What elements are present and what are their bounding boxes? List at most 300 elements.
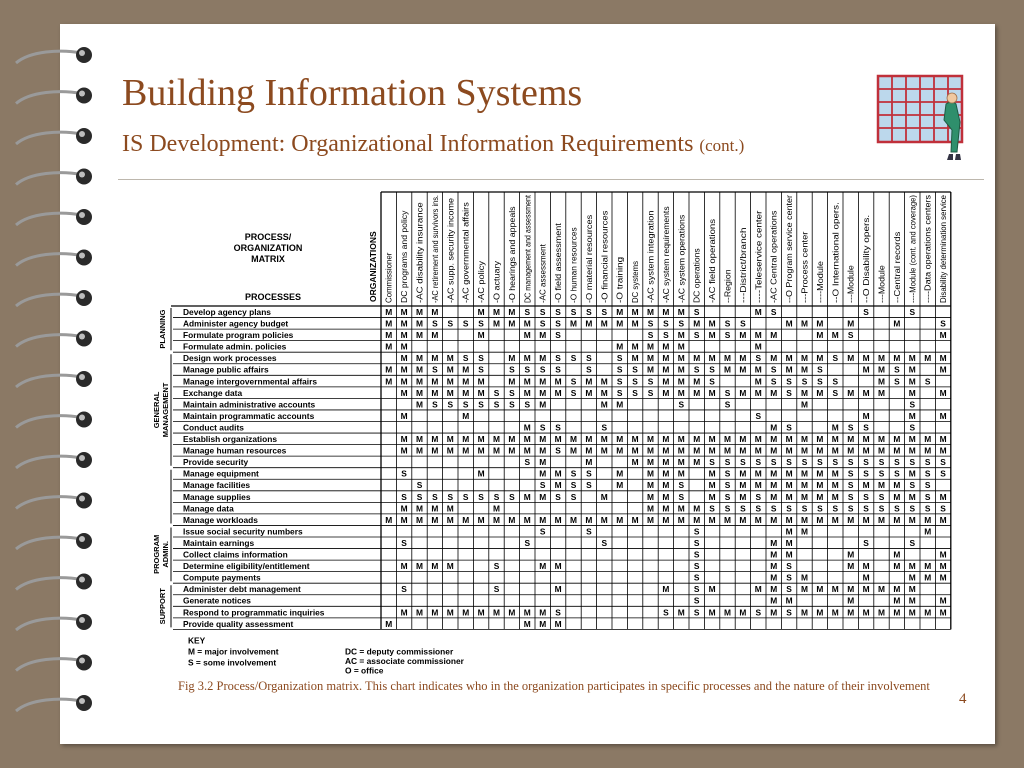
matrix-cell-value: S bbox=[478, 399, 484, 410]
matrix-cell-value: M bbox=[908, 387, 916, 398]
matrix-cell-value: M bbox=[554, 480, 562, 491]
matrix-cell-value: M bbox=[677, 376, 685, 387]
matrix-cell-value: M bbox=[462, 410, 470, 421]
matrix-cell-value: S bbox=[524, 364, 531, 375]
matrix-cell-value: M bbox=[616, 480, 624, 491]
matrix-cell-value: M bbox=[831, 607, 839, 618]
matrix-cell-value: S bbox=[909, 457, 916, 468]
process-row-label: Develop agency plans bbox=[183, 306, 271, 317]
matrix-cell-value: S bbox=[847, 468, 854, 479]
matrix-cell-value: M bbox=[508, 445, 516, 456]
matrix-cell-value: M bbox=[570, 434, 577, 444]
subtitle-text: IS Development: Organizational Information Requirements bbox=[122, 131, 694, 157]
matrix-cell-value: S bbox=[539, 306, 546, 317]
matrix-cell-value: M bbox=[446, 445, 454, 456]
key-entry: M = major involvement bbox=[188, 646, 279, 657]
matrix-cell-value: S bbox=[524, 399, 531, 410]
matrix-cell-value: M bbox=[662, 364, 670, 375]
matrix-cell-value: S bbox=[432, 491, 438, 502]
matrix-cell-value: M bbox=[539, 376, 547, 387]
matrix-cell-value: M bbox=[816, 584, 824, 595]
matrix-cell-value: M bbox=[724, 353, 731, 364]
organization-column-label: -O training bbox=[615, 265, 625, 303]
matrix-cell-value: M bbox=[662, 468, 670, 479]
matrix-cell-value: M bbox=[416, 607, 423, 618]
matrix-cell-value: S bbox=[524, 457, 531, 468]
matrix-cell-value: M bbox=[816, 353, 824, 364]
matrix-cell-value: M bbox=[770, 387, 778, 398]
organization-column-label: -AC field operations bbox=[708, 232, 718, 303]
matrix-cell-value: S bbox=[909, 480, 916, 491]
matrix-cell-value: M bbox=[416, 364, 423, 375]
organization-column-label: DC programs and policy bbox=[400, 217, 410, 303]
matrix-cell-value: M bbox=[508, 434, 516, 444]
matrix-cell-value: M bbox=[939, 491, 947, 502]
matrix-cell-value: M bbox=[893, 318, 901, 329]
binding-ring-highlight bbox=[79, 415, 85, 421]
binding-wire bbox=[16, 213, 82, 225]
matrix-cell-value: S bbox=[709, 364, 715, 375]
matrix-cell-value: S bbox=[863, 306, 869, 317]
matrix-cell-value: M bbox=[847, 387, 855, 398]
organization-column-label: DC operations bbox=[692, 251, 702, 303]
matrix-cell-value: M bbox=[739, 353, 747, 364]
matrix-cell-value: M bbox=[416, 330, 423, 341]
matrix-cell-value: M bbox=[585, 457, 593, 468]
process-group-label: PLANNING bbox=[158, 309, 167, 349]
matrix-cell-value: S bbox=[709, 457, 715, 468]
matrix-cell-value: M bbox=[385, 618, 393, 629]
matrix-cell-value: M bbox=[477, 387, 485, 398]
matrix-cell-value: S bbox=[462, 491, 469, 502]
matrix-cell-value: M bbox=[893, 353, 901, 364]
binding-ring-highlight bbox=[79, 253, 85, 259]
matrix-cell-value: M bbox=[585, 445, 593, 456]
matrix-cell-value: M bbox=[878, 480, 885, 491]
matrix-cell-value: M bbox=[939, 561, 947, 572]
matrix-cell-value: S bbox=[524, 306, 531, 317]
matrix-cell-value: S bbox=[801, 376, 808, 387]
matrix-cell-value: M bbox=[616, 399, 624, 410]
matrix-cell-value: M bbox=[570, 445, 577, 456]
matrix-cell-value: M bbox=[647, 445, 654, 456]
matrix-cell-value: M bbox=[677, 445, 685, 456]
matrix-cell-value: M bbox=[539, 399, 547, 410]
matrix-cell-value: S bbox=[601, 422, 608, 433]
matrix-cell-value: M bbox=[770, 434, 778, 444]
matrix-cell-value: M bbox=[785, 353, 793, 364]
matrix-cell-value: M bbox=[893, 434, 901, 444]
matrix-cell-value: M bbox=[539, 618, 547, 629]
matrix-cell-value: S bbox=[447, 491, 454, 502]
process-row-label: Maintain earnings bbox=[183, 537, 255, 548]
matrix-cell-value: M bbox=[831, 422, 839, 433]
matrix-cell-value: M bbox=[908, 584, 916, 595]
matrix-cell-value: M bbox=[939, 434, 947, 444]
process-row-label: Manage workloads bbox=[183, 514, 258, 525]
matrix-cell-value: S bbox=[909, 422, 916, 433]
organization-column-label: Commissioner bbox=[384, 251, 394, 303]
matrix-cell-value: M bbox=[554, 376, 562, 387]
matrix-cell-value: M bbox=[539, 353, 547, 364]
matrix-cell-value: M bbox=[924, 434, 932, 444]
process-row-label: Manage intergovernmental affairs bbox=[183, 376, 318, 387]
matrix-cell-value: M bbox=[739, 330, 747, 341]
matrix-cell-value: M bbox=[831, 491, 839, 502]
binding-ring-highlight bbox=[79, 658, 85, 664]
matrix-cell-value: S bbox=[663, 607, 669, 618]
matrix-cell-value: M bbox=[554, 584, 562, 595]
matrix-cell-value: M bbox=[446, 561, 454, 572]
process-group-label: SUPPORT bbox=[158, 588, 167, 625]
binding-wire bbox=[16, 416, 82, 428]
matrix-cell-value: M bbox=[662, 434, 670, 444]
matrix-cell-value: M bbox=[770, 468, 778, 479]
matrix-cell-value: M bbox=[893, 584, 901, 595]
binding-wire bbox=[16, 497, 82, 509]
matrix-cell-value: M bbox=[739, 387, 747, 398]
matrix-cell-value: S bbox=[878, 503, 885, 514]
matrix-cell-value: M bbox=[893, 491, 901, 502]
matrix-cell-value: S bbox=[647, 318, 654, 329]
matrix-cell-value: M bbox=[754, 306, 762, 317]
matrix-cell-value: M bbox=[523, 376, 531, 387]
matrix-cell-value: M bbox=[462, 445, 470, 456]
matrix-cell-value: M bbox=[662, 514, 670, 525]
matrix-cell-value: S bbox=[755, 457, 762, 468]
matrix-cell-value: M bbox=[770, 549, 778, 560]
matrix-cell-value: M bbox=[816, 607, 824, 618]
matrix-corner-title: PROCESS/ bbox=[244, 232, 292, 242]
matrix-cell-value: M bbox=[708, 468, 716, 479]
matrix-cell-value: M bbox=[431, 376, 439, 387]
matrix-cell-value: M bbox=[677, 607, 685, 618]
matrix-cell-value: M bbox=[770, 514, 778, 525]
matrix-cell-value: M bbox=[523, 491, 531, 502]
matrix-corner-title: ORGANIZATION bbox=[233, 243, 303, 253]
organization-column-label: Disability determination service bbox=[939, 192, 949, 303]
matrix-cell-value: M bbox=[477, 306, 485, 317]
matrix-cell-value: M bbox=[770, 353, 778, 364]
process-row-label: Administer debt management bbox=[183, 584, 301, 595]
matrix-cell-value: S bbox=[555, 306, 561, 317]
matrix-cell-value: M bbox=[816, 480, 824, 491]
matrix-cell-value: M bbox=[662, 480, 670, 491]
matrix-cell-value: M bbox=[724, 445, 731, 456]
binding-wire bbox=[16, 132, 82, 144]
matrix-cell-value: S bbox=[570, 480, 577, 491]
matrix-cell-value: M bbox=[647, 514, 654, 525]
matrix-cell-value: M bbox=[739, 434, 747, 444]
matrix-cell-value: S bbox=[524, 537, 531, 548]
matrix-cell-value: S bbox=[632, 364, 638, 375]
matrix-cell-value: S bbox=[724, 468, 731, 479]
matrix-cell-value: S bbox=[863, 422, 869, 433]
matrix-cell-value: M bbox=[677, 341, 685, 352]
matrix-cell-value: S bbox=[909, 537, 916, 548]
matrix-cell-value: S bbox=[478, 353, 484, 364]
matrix-cell-value: S bbox=[493, 584, 500, 595]
matrix-cell-value: S bbox=[940, 318, 946, 329]
binding-ring-highlight bbox=[79, 50, 85, 56]
matrix-cell-value: M bbox=[523, 514, 531, 525]
matrix-cell-value: M bbox=[631, 318, 639, 329]
organization-column-label: -AC assessment bbox=[538, 244, 548, 303]
matrix-cell-value: M bbox=[831, 445, 839, 456]
matrix-cell-value: M bbox=[924, 561, 932, 572]
matrix-cell-value: M bbox=[385, 318, 393, 329]
matrix-cell-value: S bbox=[432, 318, 438, 329]
matrix-cell-value: S bbox=[786, 572, 792, 583]
matrix-cell-value: M bbox=[400, 353, 408, 364]
matrix-cell-value: S bbox=[586, 306, 592, 317]
matrix-cell-value: M bbox=[539, 514, 547, 525]
matrix-cell-value: M bbox=[631, 341, 639, 352]
matrix-cell-value: S bbox=[493, 399, 500, 410]
matrix-cell-value: S bbox=[894, 364, 900, 375]
matrix-cell-value: M bbox=[739, 514, 747, 525]
matrix-cell-value: M bbox=[770, 330, 778, 341]
matrix-cell-value: S bbox=[940, 503, 946, 514]
matrix-cell-value: M bbox=[847, 434, 855, 444]
matrix-cell-value: M bbox=[816, 468, 824, 479]
matrix-cell-value: S bbox=[539, 480, 546, 491]
matrix-cell-value: M bbox=[554, 387, 562, 398]
matrix-cell-value: M bbox=[400, 330, 408, 341]
matrix-cell-value: M bbox=[785, 595, 793, 606]
matrix-cell-value: M bbox=[770, 584, 778, 595]
matrix-cell-value: M bbox=[385, 341, 393, 352]
matrix-cell-value: M bbox=[631, 353, 639, 364]
matrix-cell-value: M bbox=[708, 318, 716, 329]
binding-ring-highlight bbox=[79, 293, 85, 299]
matrix-cell-value: S bbox=[647, 376, 654, 387]
matrix-cell-value: M bbox=[554, 468, 562, 479]
matrix-cell-value: M bbox=[508, 607, 516, 618]
matrix-cell-value: M bbox=[862, 410, 870, 421]
matrix-cell-value: S bbox=[555, 445, 561, 456]
subtitle-cont: (cont.) bbox=[699, 136, 745, 155]
matrix-cell-value: M bbox=[585, 514, 593, 525]
matrix-cell-value: M bbox=[416, 376, 423, 387]
matrix-cell-value: S bbox=[586, 468, 592, 479]
matrix-cell-value: M bbox=[908, 468, 916, 479]
matrix-cell-value: M bbox=[924, 526, 932, 537]
matrix-cell-value: M bbox=[400, 318, 408, 329]
matrix-cell-value: M bbox=[616, 514, 624, 525]
matrix-cell-value: M bbox=[616, 445, 624, 456]
matrix-cell-value: M bbox=[862, 364, 870, 375]
organization-column-label: ----Module bbox=[815, 266, 825, 303]
matrix-cell-value: M bbox=[847, 353, 855, 364]
matrix-cell-value: M bbox=[631, 457, 639, 468]
matrix-cell-value: M bbox=[662, 503, 670, 514]
matrix-cell-value: S bbox=[740, 457, 746, 468]
matrix-cell-value: S bbox=[539, 318, 546, 329]
matrix-cell-value: M bbox=[831, 584, 839, 595]
matrix-cell-value: M bbox=[862, 445, 870, 456]
matrix-cell-value: M bbox=[647, 457, 654, 468]
matrix-cell-value: S bbox=[924, 503, 931, 514]
matrix-cell-value: M bbox=[400, 503, 408, 514]
matrix-cell-value: S bbox=[678, 318, 685, 329]
matrix-cell-value: M bbox=[647, 434, 654, 444]
organization-column-label: -AC disability insurance bbox=[415, 219, 425, 303]
matrix-cell-value: S bbox=[693, 549, 700, 560]
matrix-cell-value: S bbox=[909, 306, 916, 317]
matrix-cell-value: S bbox=[693, 607, 700, 618]
matrix-cell-value: M bbox=[416, 561, 423, 572]
process-row-label: Collect claims information bbox=[183, 549, 288, 560]
matrix-cell-value: M bbox=[878, 387, 885, 398]
matrix-cell-value: M bbox=[893, 549, 901, 560]
matrix-cell-value: M bbox=[600, 387, 608, 398]
matrix-cell-value: S bbox=[555, 491, 561, 502]
matrix-cell-value: S bbox=[632, 376, 638, 387]
matrix-cell-value: M bbox=[647, 306, 654, 317]
matrix-cell-value: S bbox=[894, 503, 900, 514]
matrix-cell-value: M bbox=[739, 445, 747, 456]
matrix-cell-value: M bbox=[862, 480, 870, 491]
matrix-cell-value: M bbox=[708, 445, 716, 456]
matrix-cell-value: M bbox=[647, 503, 654, 514]
matrix-cell-value: S bbox=[847, 457, 854, 468]
matrix-cell-value: M bbox=[431, 445, 439, 456]
matrix-cell-value: M bbox=[523, 318, 531, 329]
process-row-label: Manage public affairs bbox=[183, 364, 269, 375]
processes-header: PROCESSES bbox=[244, 292, 302, 302]
matrix-cell-value: M bbox=[908, 491, 916, 502]
matrix-cell-value: M bbox=[816, 318, 824, 329]
matrix-cell-value: S bbox=[693, 330, 700, 341]
matrix-cell-value: S bbox=[570, 376, 577, 387]
matrix-cell-value: S bbox=[693, 584, 700, 595]
matrix-cell-value: S bbox=[724, 387, 731, 398]
matrix-cell-value: S bbox=[693, 561, 700, 572]
matrix-cell-value: M bbox=[662, 376, 670, 387]
matrix-cell-value: M bbox=[739, 480, 747, 491]
matrix-cell-value: M bbox=[523, 330, 531, 341]
matrix-cell-value: M bbox=[647, 480, 654, 491]
matrix-cell-value: S bbox=[817, 503, 823, 514]
matrix-cell-value: M bbox=[908, 514, 916, 525]
organization-column-label: --Region bbox=[723, 272, 733, 303]
matrix-cell-value: M bbox=[785, 549, 793, 560]
matrix-cell-value: S bbox=[755, 353, 762, 364]
process-row-label: Manage facilities bbox=[183, 480, 251, 491]
process-row-label: Determine eligibility/entitlement bbox=[183, 561, 310, 572]
matrix-cell-value: M bbox=[600, 434, 608, 444]
matrix-cell-value: M bbox=[508, 318, 516, 329]
organization-column-label: --Central records bbox=[892, 242, 902, 303]
binding-ring-highlight bbox=[79, 172, 85, 178]
matrix-cell-value: S bbox=[693, 537, 700, 548]
process-row-label: Respond to programmatic inquiries bbox=[183, 607, 325, 618]
matrix-cell-value: M bbox=[939, 445, 947, 456]
matrix-cell-value: S bbox=[863, 537, 869, 548]
matrix-cell-value: M bbox=[631, 306, 639, 317]
matrix-cell-value: M bbox=[462, 434, 470, 444]
matrix-cell-value: M bbox=[847, 514, 855, 525]
matrix-cell-value: M bbox=[600, 491, 608, 502]
matrix-cell-value: M bbox=[677, 514, 685, 525]
binding-ring-highlight bbox=[79, 577, 85, 583]
matrix-cell-value: S bbox=[509, 491, 515, 502]
matrix-cell-value: M bbox=[677, 434, 685, 444]
matrix-cell-value: M bbox=[477, 330, 485, 341]
matrix-cell-value: S bbox=[616, 364, 623, 375]
title-divider bbox=[118, 179, 984, 180]
matrix-cell-value: M bbox=[924, 572, 932, 583]
matrix-cell-value: M bbox=[677, 306, 685, 317]
matrix-cell-value: S bbox=[755, 491, 762, 502]
matrix-cell-value: M bbox=[785, 491, 793, 502]
matrix-cell-value: M bbox=[431, 561, 439, 572]
matrix-cell-value: S bbox=[693, 572, 700, 583]
matrix-cell-value: M bbox=[600, 514, 608, 525]
matrix-cell-value: M bbox=[739, 364, 747, 375]
matrix-cell-value: M bbox=[554, 618, 562, 629]
process-row-label: Provide quality assessment bbox=[183, 618, 294, 629]
matrix-cell-value: S bbox=[786, 457, 792, 468]
organization-column-label: ---Module bbox=[877, 268, 887, 303]
binding-wire bbox=[16, 456, 82, 468]
matrix-cell-value: M bbox=[662, 341, 670, 352]
matrix-cell-value: M bbox=[739, 491, 747, 502]
process-row-label: Manage data bbox=[183, 503, 234, 514]
matrix-cell-value: M bbox=[416, 318, 423, 329]
matrix-cell-value: S bbox=[724, 457, 731, 468]
matrix-cell-value: M bbox=[939, 387, 947, 398]
matrix-cell-value: M bbox=[924, 514, 932, 525]
matrix-cell-value: S bbox=[878, 491, 885, 502]
matrix-cell-value: M bbox=[400, 341, 408, 352]
matrix-cell-value: M bbox=[770, 595, 778, 606]
matrix-cell-value: M bbox=[446, 503, 454, 514]
matrix-cell-value: M bbox=[908, 376, 916, 387]
key-entry: S = some involvement bbox=[188, 657, 277, 668]
matrix-cell-value: M bbox=[693, 376, 701, 387]
matrix-cell-value: M bbox=[693, 514, 701, 525]
matrix-cell-value: S bbox=[401, 537, 407, 548]
matrix-cell-value: S bbox=[401, 584, 407, 595]
matrix-cell-value: S bbox=[616, 376, 623, 387]
matrix-cell-value: M bbox=[416, 399, 423, 410]
organization-column-label: -O financial resources bbox=[600, 225, 610, 303]
matrix-cell-value: S bbox=[786, 376, 792, 387]
matrix-cell-value: S bbox=[478, 491, 484, 502]
matrix-cell-value: S bbox=[555, 607, 561, 618]
organization-column-label: -O field assessment bbox=[554, 232, 564, 303]
matrix-cell-value: S bbox=[678, 480, 685, 491]
matrix-cell-value: S bbox=[817, 364, 823, 375]
matrix-cell-value: S bbox=[586, 364, 592, 375]
matrix-cell-value: S bbox=[539, 422, 546, 433]
matrix-cell-value: S bbox=[539, 364, 546, 375]
matrix-cell-value: M bbox=[801, 364, 808, 375]
matrix-cell-value: S bbox=[509, 364, 515, 375]
matrix-cell-value: S bbox=[724, 399, 731, 410]
organization-column-label: --O Program service center bbox=[785, 206, 795, 303]
matrix-cell-value: M bbox=[847, 584, 855, 595]
matrix-cell-value: M bbox=[585, 387, 593, 398]
organization-column-label: ----Data operations centers bbox=[923, 207, 933, 303]
matrix-cell-value: M bbox=[754, 480, 762, 491]
organization-column-label: ---Module bbox=[846, 268, 856, 303]
matrix-cell-value: M bbox=[862, 572, 870, 583]
organization-column-label: -AC governmental affairs bbox=[461, 214, 471, 303]
matrix-cell-value: M bbox=[400, 306, 408, 317]
